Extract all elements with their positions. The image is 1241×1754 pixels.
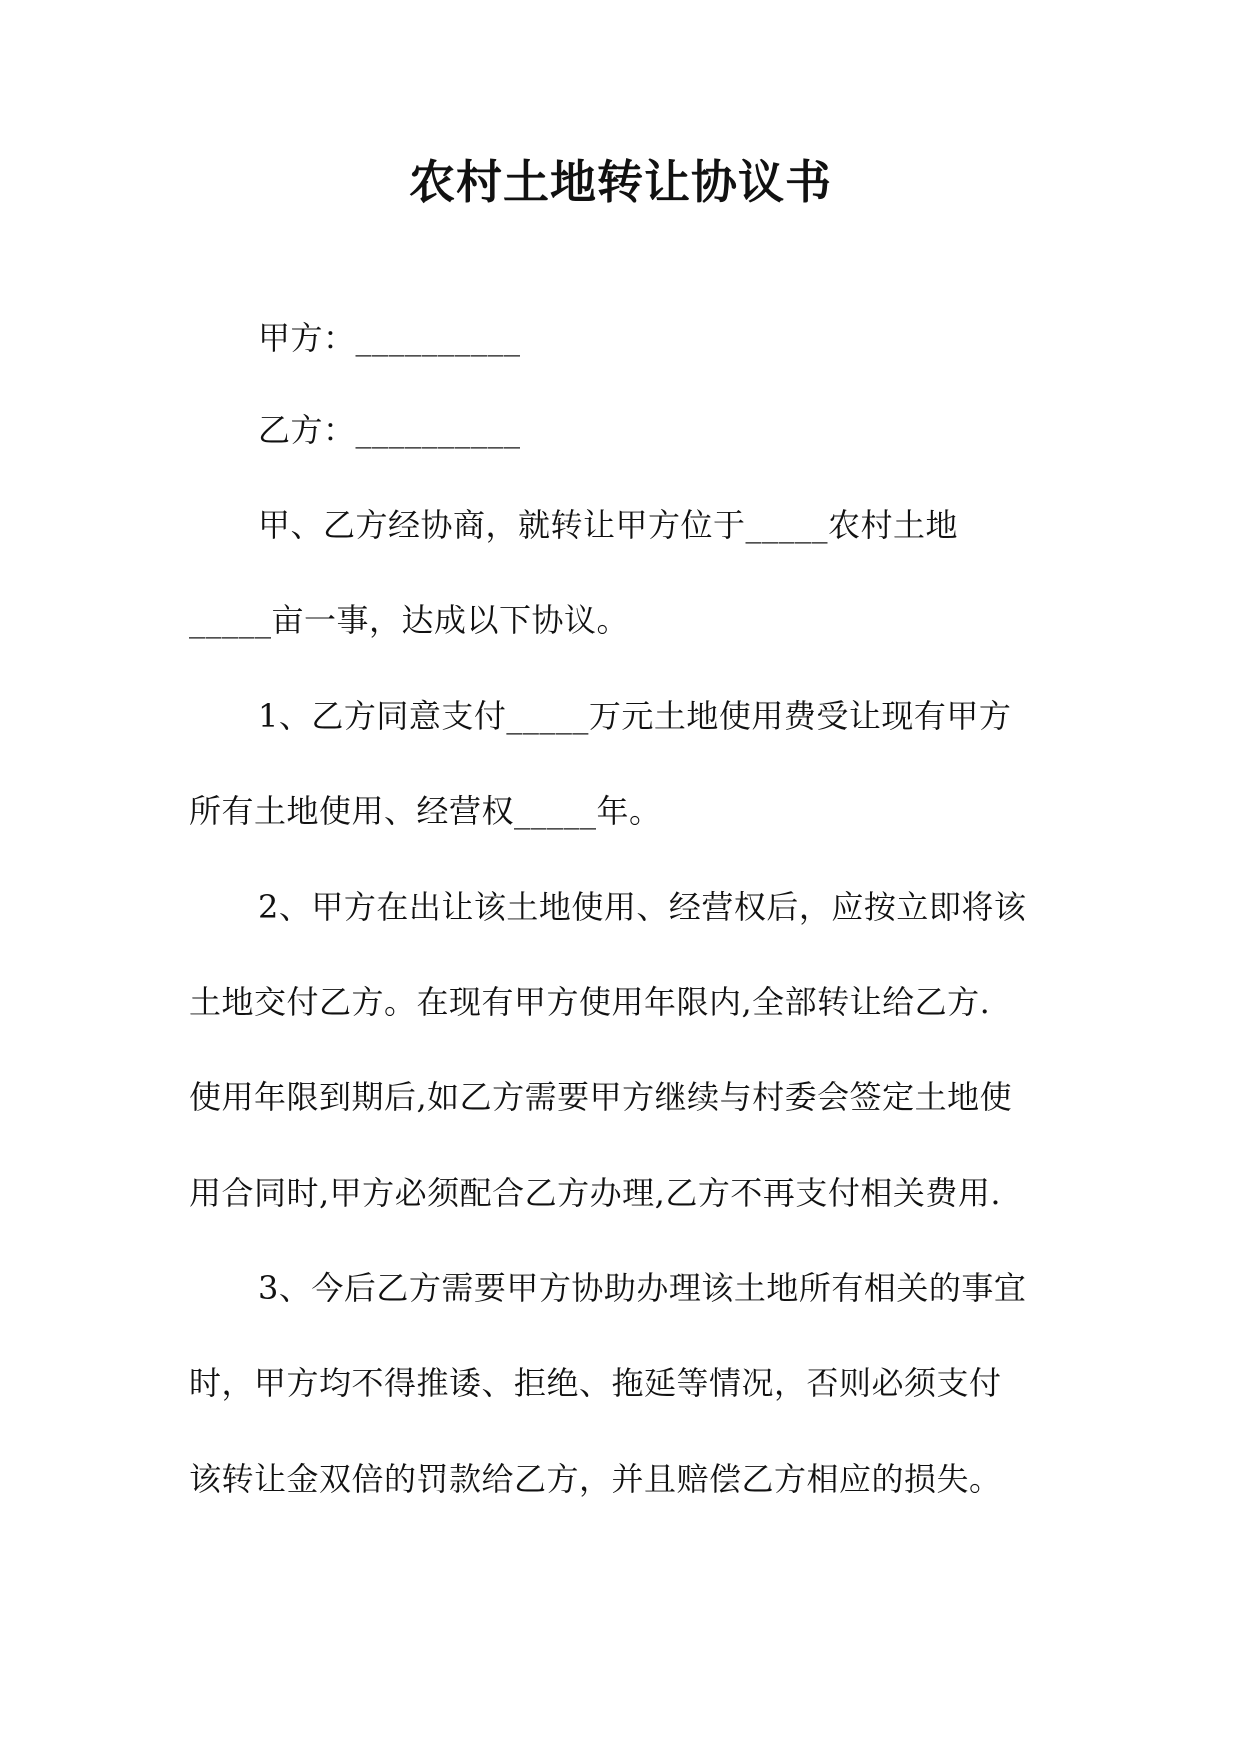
clause-3-line-2: 时，甲方均不得推诿、拒绝、拖延等情况，否则必须支付 [189, 1364, 1002, 1402]
intro-line-1: 甲、乙方经协商，就转让甲方位于_____农村土地 [258, 506, 959, 544]
party-b-line: 乙方：__________ [258, 411, 521, 449]
clause-2-line-2: 土地交付乙方。在现有甲方使用年限内,全部转让给乙方. [189, 983, 991, 1021]
clause-1-line-1: 1、乙方同意支付_____万元土地使用费受让现有甲方 [258, 697, 1012, 735]
clause-2-line-3: 使用年限到期后,如乙方需要甲方继续与村委会签定土地使 [189, 1078, 1013, 1116]
clause-3-line-3: 该转让金双倍的罚款给乙方，并且赔偿乙方相应的损失。 [189, 1460, 1002, 1498]
clause-3-line-1: 3、今后乙方需要甲方协助办理该土地所有相关的事宜 [258, 1269, 1027, 1307]
clause-1-line-2: 所有土地使用、经营权_____年。 [189, 792, 662, 830]
clause-2-line-4: 用合同时,甲方必须配合乙方办理,乙方不再支付相关费用. [189, 1174, 1002, 1212]
document-title: 农村土地转让协议书 [409, 155, 832, 209]
intro-line-2: _____亩一事，达成以下协议。 [189, 601, 630, 639]
clause-2-line-1: 2、甲方在出让该土地使用、经营权后，应按立即将该 [258, 888, 1027, 926]
party-a-line: 甲方：__________ [258, 319, 521, 357]
